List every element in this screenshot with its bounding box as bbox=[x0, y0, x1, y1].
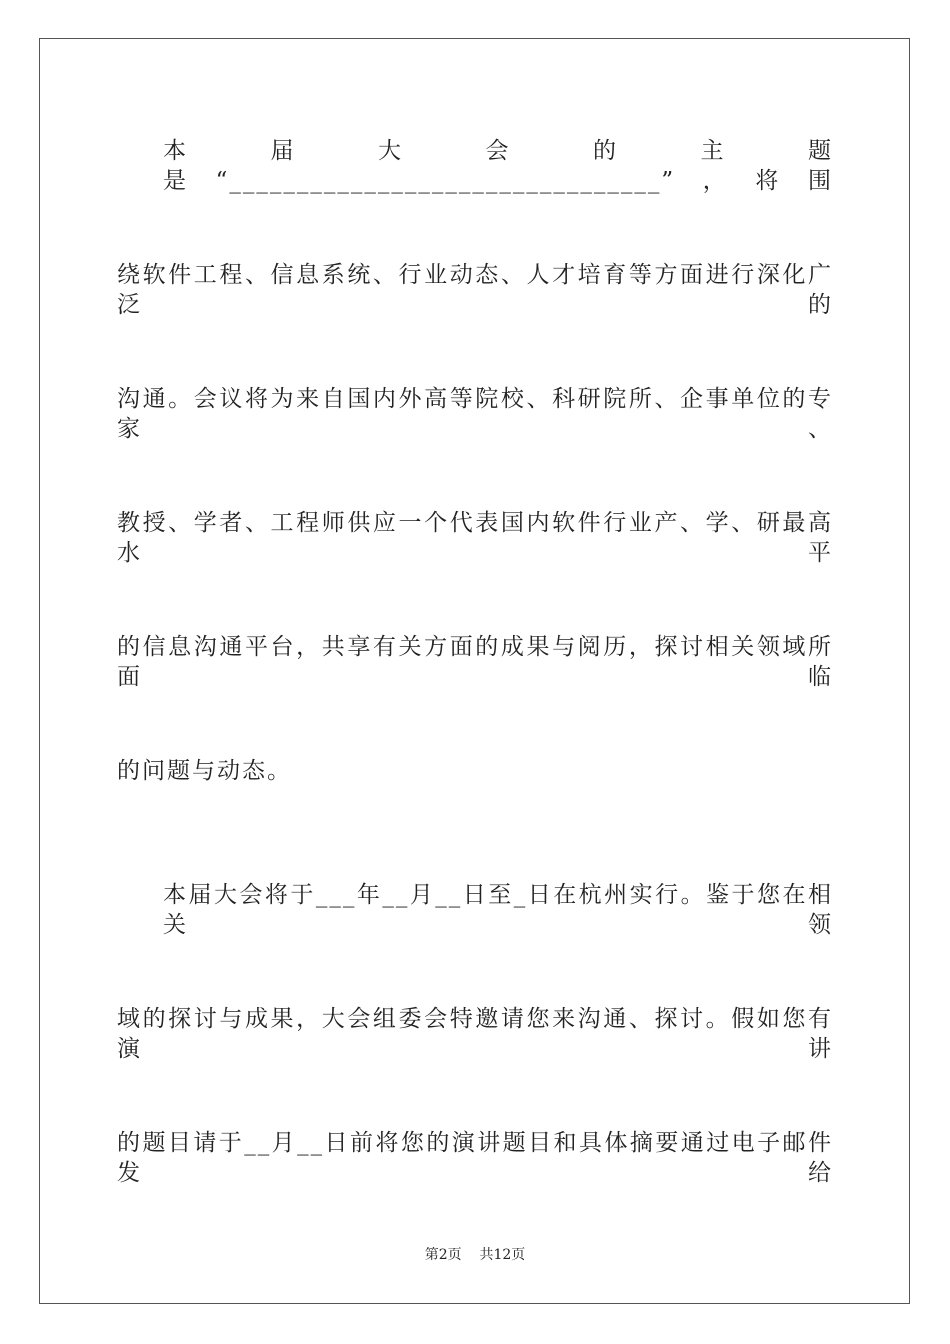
page-footer bbox=[0, 1246, 950, 1264]
text-line: 教授、学者、工程师供应一个代表国内软件行业产、学、研最高水平 bbox=[117, 510, 833, 566]
text-line: 的题目请于__月__日前将您的演讲题目和具体摘要通过电子邮件发给 bbox=[117, 1130, 833, 1186]
text-line: 沟通。会议将为来自国内外高等院校、科研院所、企事单位的专家、 bbox=[117, 386, 833, 442]
text-line: 绕软件工程、信息系统、行业动态、人才培育等方面进行深化广泛的 bbox=[117, 262, 833, 318]
page-total: 共12页 bbox=[479, 1247, 526, 1263]
text-line: 本届大会的主题是“________________________________”，将围 bbox=[163, 138, 833, 194]
text-line: 本届大会将于___年__月__日至_日在杭州实行。鉴于您在相关领 bbox=[163, 882, 833, 938]
text-line: 域的探讨与成果，大会组委会特邀请您来沟通、探讨。假如您有演讲 bbox=[117, 1006, 833, 1062]
text-line: 的信息沟通平台，共享有关方面的成果与阅历，探讨相关领域所面临 bbox=[117, 634, 833, 690]
page-number: 第2页 bbox=[424, 1247, 462, 1263]
text-line: 的问题与动态。 bbox=[117, 758, 292, 784]
